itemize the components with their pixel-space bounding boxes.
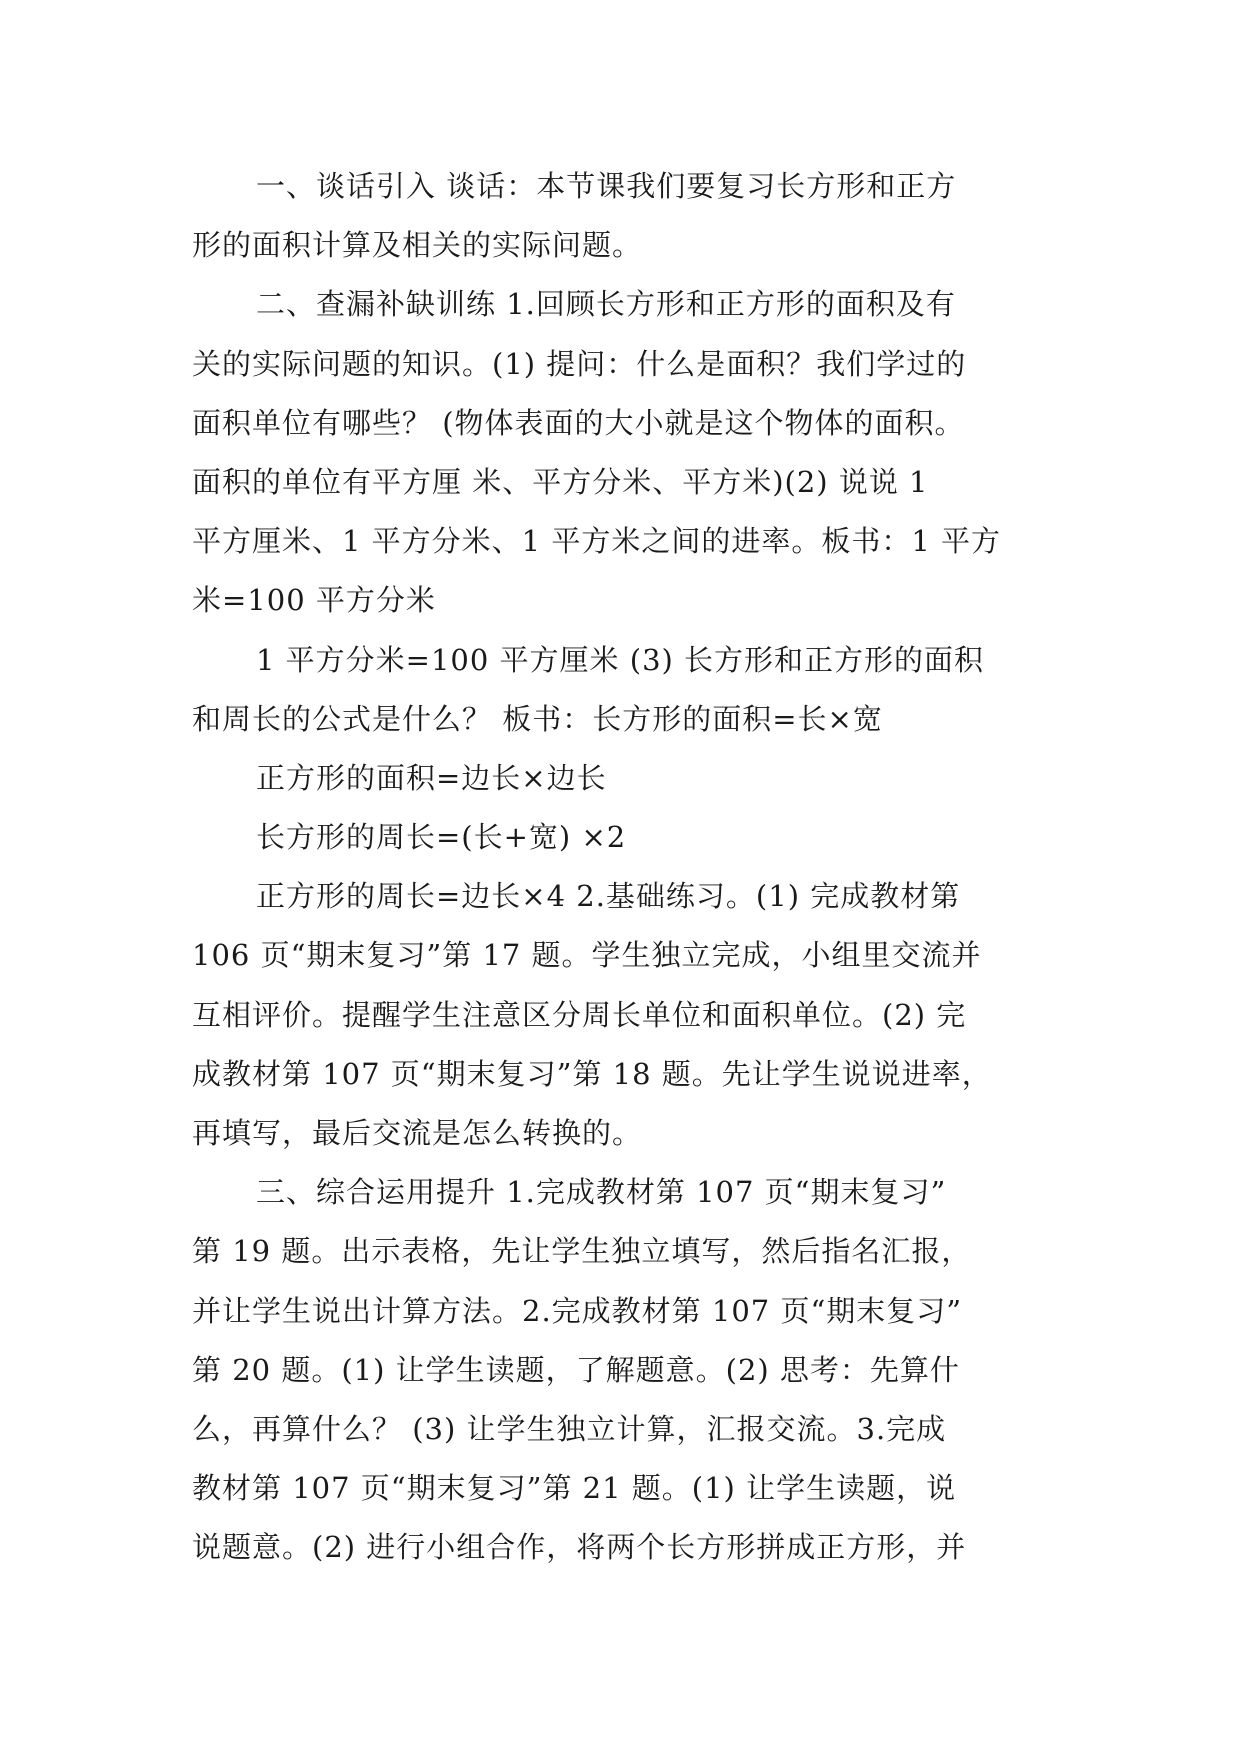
text-line: 面积单位有哪些？ (物体表面的大小就是这个物体的面积。 <box>192 405 965 440</box>
text-line: 长方形的周长=(长+宽) ×2 <box>256 820 627 855</box>
text-line: 第 19 题。出示表格，先让学生独立填写，然后指名汇报， <box>192 1234 972 1269</box>
text-line: 三、综合运用提升 1.完成教材第 107 页“期末复习” <box>256 1175 947 1210</box>
text-line: 并让学生说出计算方法。2.完成教材第 107 页“期末复习” <box>192 1293 963 1328</box>
text-line: 第 20 题。(1) 让学生读题，了解题意。(2) 思考：先算什 <box>192 1352 960 1387</box>
text-line: 和周长的公式是什么？ 板书：长方形的面积=长×宽 <box>192 701 883 736</box>
text-line: 1 平方分米=100 平方厘米 (3) 长方形和正方形的面积 <box>256 642 985 677</box>
text-line: 说题意。(2) 进行小组合作，将两个长方形拼成正方形，并 <box>192 1530 967 1565</box>
text-line: 形的面积计算及相关的实际问题。 <box>192 228 643 263</box>
text-line: 教材第 107 页“期末复习”第 21 题。(1) 让学生读题，说 <box>192 1471 957 1506</box>
text-line: 米=100 平方分米 <box>192 583 436 618</box>
text-line: 成教材第 107 页“期末复习”第 18 题。先让学生说说进率， <box>192 1056 992 1091</box>
text-line: 面积的单位有平方厘 米、平方分米、平方米)(2) 说说 1 <box>192 464 929 499</box>
text-line: 么，再算什么？ (3) 让学生独立计算，汇报交流。3.完成 <box>192 1411 947 1446</box>
text-line: 一、谈话引入 谈话：本节课我们要复习长方形和正方 <box>256 169 957 203</box>
text-line: 106 页“期末复习”第 17 题。学生独立完成，小组里交流并 <box>192 938 982 973</box>
text-line: 正方形的面积=边长×边长 <box>256 760 607 795</box>
text-line: 二、查漏补缺训练 1.回顾长方形和正方形的面积及有 <box>256 287 956 322</box>
text-line: 平方厘米、1 平方分米、1 平方米之间的进率。板书：1 平方 <box>192 524 1002 559</box>
text-line: 再填写，最后交流是怎么转换的。 <box>192 1116 643 1150</box>
document-body <box>192 157 1072 1578</box>
text-line: 互相评价。提醒学生注意区分周长单位和面积单位。(2) 完 <box>192 997 967 1032</box>
text-line: 关的实际问题的知识。(1) 提问：什么是面积？我们学过的 <box>192 346 967 381</box>
text-line: 正方形的周长=边长×4 2.基础练习。(1) 完成教材第 <box>256 879 961 914</box>
